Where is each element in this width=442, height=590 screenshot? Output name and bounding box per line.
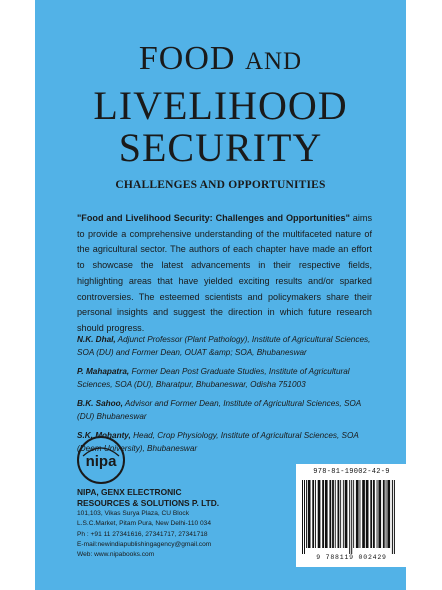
author-name: P. Mahapatra, bbox=[77, 367, 130, 376]
author-entry bbox=[77, 398, 373, 423]
description-text: aims to provide a comprehensive understanding of the multifaceted nature of the agricultural sector. The authors of each chapter have made an effort to showcase the latest advancements in their respective fields, highlighting areas that have yielded exciting results and/or sparked controversies. The esteemed scientists and policymakers share their personal insights and suggest the direction in which future research should progress. bbox=[77, 213, 372, 333]
book-back-cover bbox=[35, 0, 406, 590]
author-affiliation: Former Dean Post Graduate Studies, Institute of Agricultural Sciences, SOA (DU), Bharatpur, Bhubaneswar, Odisha 751003 bbox=[77, 367, 350, 389]
author-name: S.K. Mohanty, bbox=[77, 431, 131, 440]
nipa-logo-icon bbox=[75, 434, 127, 486]
isbn-barcode bbox=[296, 464, 406, 567]
author-affiliation: Head, Crop Physiology, Institute of Agricultural Sciences, SOA (Deem University), Bhubaneswar bbox=[77, 431, 359, 453]
book-description bbox=[77, 211, 372, 337]
publisher-phone: Ph : +91 11 27341616, 27341717, 27341718 bbox=[77, 530, 208, 538]
book-subtitle: CHALLENGES AND OPPORTUNITIES bbox=[115, 179, 326, 191]
book-title-line-1 bbox=[35, 40, 406, 78]
title-word-food: FOOD bbox=[138, 40, 236, 77]
barcode-bars-icon bbox=[300, 480, 403, 554]
author-affiliation: Adjunct Professor (Plant Pathology), Institute of Agricultural Sciences, SOA (DU) and Former Dean, OUAT &amp; SOA, Bhubaneswar bbox=[77, 335, 371, 357]
title-word-and: AND bbox=[244, 48, 303, 75]
isbn-number: 978-81-19002-42-9 bbox=[313, 468, 390, 476]
author-name: N.K. Dhal, bbox=[77, 335, 116, 344]
author-affiliation: Advisor and Former Dean, Institute of Agricultural Sciences, SOA (DU) Bhubaneswar bbox=[77, 399, 361, 421]
author-entry bbox=[77, 366, 373, 391]
book-title-line-3: SECURITY bbox=[118, 125, 323, 170]
publisher-email: E-mail:newindiapublishingagency@gmail.com bbox=[77, 540, 212, 548]
book-title-line-2: LIVELIHOOD bbox=[93, 83, 348, 128]
publisher-name: NIPA, GENX ELECTRONIC RESOURCES & SOLUTIONS P. LTD. bbox=[77, 487, 220, 508]
publisher-address-line: 101,103, Vikas Surya Plaza, CU Block bbox=[77, 510, 190, 517]
svg-text:nipa: nipa bbox=[85, 453, 117, 470]
publisher-website: Web: www.nipabooks.com bbox=[77, 551, 155, 559]
publisher-address-line: L.S.C.Market, Pitam Pura, New Delhi-110 034 bbox=[77, 520, 212, 528]
author-entry bbox=[77, 334, 373, 359]
barcode-digits: 9 788119 002429 bbox=[316, 554, 387, 561]
author-name: B.K. Sahoo, bbox=[77, 399, 123, 408]
description-book-title: "Food and Livelihood Security: Challenges and Opportunities" bbox=[77, 213, 350, 223]
publisher-info bbox=[77, 487, 277, 560]
